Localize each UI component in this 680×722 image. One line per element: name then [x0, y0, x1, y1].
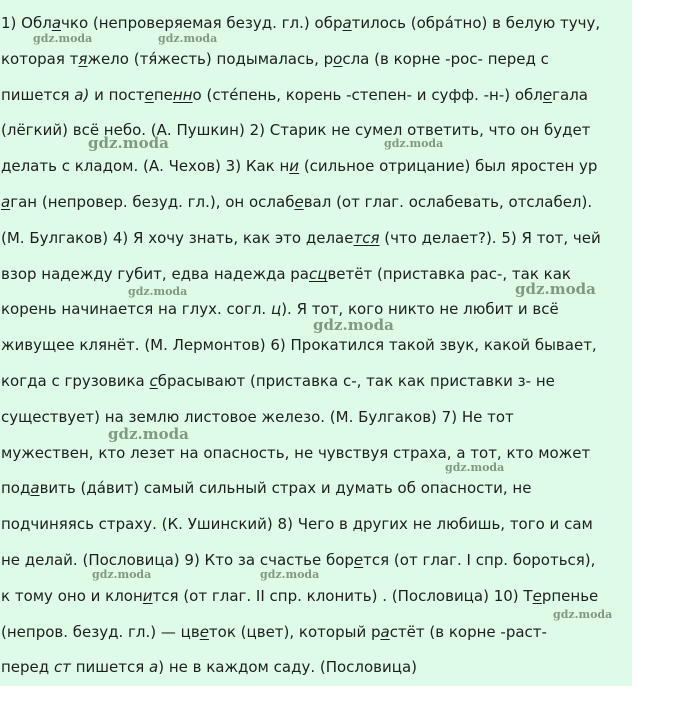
highlighted-letter: а — [1, 192, 11, 211]
text-segment: когда с грузовика — [1, 371, 150, 390]
text-segment: а) — [74, 85, 90, 104]
highlighted-letter: е — [199, 622, 209, 641]
text-line — [1, 221, 632, 257]
text-segment: перед — [1, 658, 54, 677]
highlighted-letter: е — [294, 192, 304, 211]
highlighted-letter: е — [532, 586, 542, 605]
text-line — [1, 436, 632, 472]
watermark: gdz.moda — [158, 32, 218, 45]
text-segment: 1) Обл — [1, 14, 52, 32]
text-line — [1, 149, 632, 185]
text-segment: ц — [270, 300, 282, 319]
highlighted-letter: нн — [172, 85, 193, 104]
highlighted-letter: а — [30, 479, 40, 498]
text-segment: которая т — [1, 49, 79, 68]
text-line — [1, 471, 632, 507]
highlighted-letter: с — [149, 371, 158, 390]
text-segment: и пост — [89, 85, 145, 104]
highlighted-letter: а — [380, 622, 390, 641]
highlighted-letter: а — [342, 14, 352, 32]
text-segment: пишется — [70, 658, 149, 677]
text-segment: гала — [552, 85, 588, 104]
text-segment: ветёт (приставка рас-, так как — [327, 264, 571, 283]
text-segment: корень начинается на глух. согл. — [1, 300, 271, 319]
highlighted-letter: а — [51, 14, 62, 32]
text-segment: жело (тя́жесть) подымалась, р — [87, 49, 334, 68]
text-line — [1, 78, 632, 114]
text-segment: рпенье — [541, 586, 599, 605]
watermark: gdz.moda — [313, 316, 394, 334]
text-segment: чко (непроверяемая безуд. гл.) обр — [61, 14, 343, 32]
text-segment: взор надежду губит, едва надежда ра — [1, 264, 309, 283]
text-line — [1, 364, 632, 400]
watermark: gdz.moda — [33, 32, 93, 45]
text-segment: подчиняясь страху. (К. Ушинский) 8) Чего в других не любишь, того и сам — [1, 515, 593, 534]
watermark: gdz.moda — [445, 461, 505, 474]
text-line — [1, 615, 632, 651]
text-segment: ) не в каждом саду. (Пословица) — [158, 658, 418, 677]
highlighted-letter: тся — [353, 228, 380, 247]
text-segment: пишется — [1, 85, 75, 104]
highlighted-letter: е — [542, 85, 553, 104]
text-segment: к тому оно и клон — [1, 586, 143, 605]
text-segment: (лёгкий) всё небо. (А. Пушкин) 2) Старик не сумел ответить, что он будет — [1, 121, 591, 140]
text-line — [1, 42, 632, 78]
watermark: gdz.moda — [88, 134, 169, 152]
text-segment: мужествен, кто лезет на опасность, не чувствуя страха, а тот, кто может — [1, 443, 591, 462]
text-segment: (сильное отрицание) был яростен ур — [299, 157, 598, 176]
text-segment: (что делает?). 5) Я тот, чей — [379, 228, 601, 247]
text-segment: пе — [153, 85, 173, 104]
highlighted-letter: и — [142, 586, 153, 605]
text-segment: вить (да́вит) самый сильный страх и думать об опасности, не — [39, 479, 532, 498]
text-segment: делать с кладом. (А. Чехов) 3) Как н — [1, 157, 290, 176]
watermark: gdz.moda — [515, 280, 596, 298]
watermark: gdz.moda — [553, 608, 613, 621]
highlighted-letter: и — [289, 157, 300, 176]
highlighted-letter: о — [333, 49, 343, 68]
text-segment: ст — [53, 658, 71, 677]
text-line — [1, 507, 632, 543]
watermark: gdz.moda — [128, 285, 188, 298]
highlighted-letter: е — [144, 85, 154, 104]
watermark: gdz.moda — [384, 137, 444, 150]
watermark: gdz.moda — [108, 425, 189, 443]
text-segment: ган (непровер. безуд. гл.), он ослаб — [10, 192, 295, 211]
text-line — [1, 400, 632, 436]
text-line — [1, 185, 632, 221]
text-segment: а — [149, 658, 159, 677]
text-segment: о (сте́пень, корень -степен- и суфф. -н-) обл — [192, 85, 543, 104]
watermark: gdz.moda — [260, 568, 320, 581]
highlighted-letter: сц — [309, 264, 328, 283]
text-segment: тся (от глаг. I спр. бороться), — [363, 550, 596, 569]
text-line — [1, 6, 632, 42]
text-segment: сла (в корне -рос- перед с — [342, 49, 549, 68]
text-segment: живущее клянёт. (М. Лермонтов) 6) Прокатился такой звук, какой бывает, — [1, 336, 597, 355]
text-segment: (непров. безуд. гл.) — цв — [1, 622, 200, 641]
highlighted-letter: я — [78, 49, 88, 68]
text-segment: (М. Булгаков) 4) Я хочу знать, как это делае — [1, 228, 354, 247]
text-line — [1, 650, 632, 686]
text-segment: под — [1, 479, 31, 498]
text-segment: стёт (в корне -раст- — [389, 622, 547, 641]
watermark: gdz.moda — [92, 568, 152, 581]
text-segment: брасывают (приставка с-, так как приставки з- не — [157, 371, 555, 390]
text-segment: существует) на землю листовое железо. (М. Булгаков) 7) Не тот — [1, 407, 514, 426]
text-line — [1, 579, 632, 615]
text-segment: тся (от глаг. II спр. клонить) . (Пословица) 10) Т — [152, 586, 533, 605]
text-segment: вал (от глаг. ослабевать, отслабел). — [303, 192, 593, 211]
text-segment: ). Я тот, кого никто не любит и всё — [281, 300, 559, 319]
text-segment: ток (цвет), который р — [208, 622, 381, 641]
text-segment: тилось (обра́тно) в белую тучу, — [351, 14, 601, 32]
highlighted-letter: е — [353, 550, 364, 569]
text-segment: не делай. (Пословица) 9) Кто за счастье бор — [1, 550, 354, 569]
text-body — [1, 6, 632, 686]
